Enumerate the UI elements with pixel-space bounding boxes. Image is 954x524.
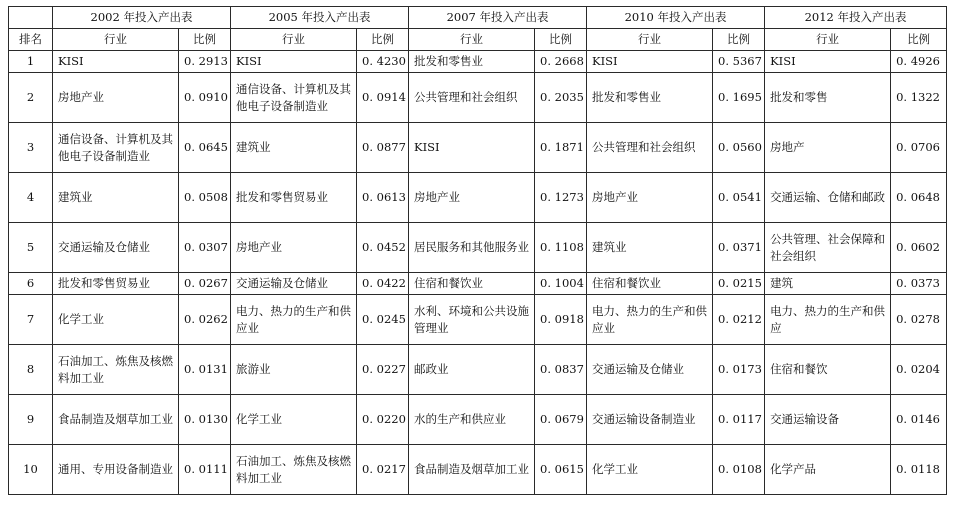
industry-cell: 交通运输及仓储业 bbox=[53, 223, 179, 273]
ratio-cell: 0. 1695 bbox=[713, 73, 765, 123]
ratio-cell: 0. 1108 bbox=[535, 223, 587, 273]
ratio-cell: 0. 0131 bbox=[179, 345, 231, 395]
year-header: 2005 年投入产出表 bbox=[231, 7, 409, 29]
industry-cell: 建筑业 bbox=[231, 123, 357, 173]
ratio-cell: 0. 0452 bbox=[357, 223, 409, 273]
industry-cell: 水利、环境和公共设施管理业 bbox=[409, 295, 535, 345]
ratio-header: 比例 bbox=[179, 29, 231, 51]
year-header: 2007 年投入产出表 bbox=[409, 7, 587, 29]
ratio-cell: 0. 1322 bbox=[891, 73, 947, 123]
ratio-cell: 0. 0615 bbox=[535, 445, 587, 495]
ratio-cell: 0. 2913 bbox=[179, 51, 231, 73]
industry-header: 行业 bbox=[409, 29, 535, 51]
industry-cell: 化学工业 bbox=[53, 295, 179, 345]
ratio-cell: 0. 0560 bbox=[713, 123, 765, 173]
ratio-cell: 0. 0371 bbox=[713, 223, 765, 273]
ratio-cell: 0. 0877 bbox=[357, 123, 409, 173]
ratio-cell: 0. 0118 bbox=[891, 445, 947, 495]
industry-cell: 房地产业 bbox=[409, 173, 535, 223]
ratio-cell: 0. 0212 bbox=[713, 295, 765, 345]
rank-cell: 3 bbox=[9, 123, 53, 173]
input-output-ranking-table bbox=[8, 6, 947, 495]
ratio-header: 比例 bbox=[535, 29, 587, 51]
industry-cell: 通信设备、计算机及其他电子设备制造业 bbox=[53, 123, 179, 173]
industry-cell: 房地产业 bbox=[231, 223, 357, 273]
industry-cell: 公共管理和社会组织 bbox=[409, 73, 535, 123]
table-container bbox=[8, 6, 947, 495]
ratio-cell: 0. 0227 bbox=[357, 345, 409, 395]
ratio-cell: 0. 0837 bbox=[535, 345, 587, 395]
rank-cell: 4 bbox=[9, 173, 53, 223]
industry-cell: 食品制造及烟草加工业 bbox=[53, 395, 179, 445]
industry-cell: 公共管理和社会组织 bbox=[587, 123, 713, 173]
rank-cell: 5 bbox=[9, 223, 53, 273]
year-header: 2002 年投入产出表 bbox=[53, 7, 231, 29]
industry-cell: 居民服务和其他服务业 bbox=[409, 223, 535, 273]
table-row bbox=[9, 73, 947, 123]
industry-cell: 化学工业 bbox=[231, 395, 357, 445]
ratio-cell: 0. 0245 bbox=[357, 295, 409, 345]
industry-header: 行业 bbox=[53, 29, 179, 51]
table-row bbox=[9, 51, 947, 73]
ratio-cell: 0. 0111 bbox=[179, 445, 231, 495]
ratio-cell: 0. 0541 bbox=[713, 173, 765, 223]
ratio-cell: 0. 0215 bbox=[713, 273, 765, 295]
industry-header: 行业 bbox=[587, 29, 713, 51]
industry-cell: 房地产业 bbox=[587, 173, 713, 223]
industry-cell: 房地产业 bbox=[53, 73, 179, 123]
industry-cell: 建筑业 bbox=[587, 223, 713, 273]
ratio-cell: 0. 0918 bbox=[535, 295, 587, 345]
industry-header: 行业 bbox=[231, 29, 357, 51]
ratio-cell: 0. 0373 bbox=[891, 273, 947, 295]
ratio-header: 比例 bbox=[357, 29, 409, 51]
ratio-cell: 0. 2035 bbox=[535, 73, 587, 123]
industry-cell: 批发和零售业 bbox=[409, 51, 535, 73]
industry-cell: 批发和零售业 bbox=[587, 73, 713, 123]
ratio-cell: 0. 5367 bbox=[713, 51, 765, 73]
ratio-cell: 0. 0130 bbox=[179, 395, 231, 445]
ratio-cell: 0. 0914 bbox=[357, 73, 409, 123]
industry-header: 行业 bbox=[765, 29, 891, 51]
rank-cell: 8 bbox=[9, 345, 53, 395]
ratio-cell: 0. 0648 bbox=[891, 173, 947, 223]
column-header-row bbox=[9, 29, 947, 51]
industry-cell: 电力、热力的生产和供应业 bbox=[231, 295, 357, 345]
year-header: 2012 年投入产出表 bbox=[765, 7, 947, 29]
ratio-cell: 0. 0602 bbox=[891, 223, 947, 273]
industry-cell: KISI bbox=[53, 51, 179, 73]
year-header-row bbox=[9, 7, 947, 29]
ratio-cell: 0. 0706 bbox=[891, 123, 947, 173]
ratio-cell: 0. 0146 bbox=[891, 395, 947, 445]
ratio-cell: 0. 1871 bbox=[535, 123, 587, 173]
rank-cell: 1 bbox=[9, 51, 53, 73]
table-row bbox=[9, 295, 947, 345]
industry-cell: 通信设备、计算机及其他电子设备制造业 bbox=[231, 73, 357, 123]
ratio-cell: 0. 0422 bbox=[357, 273, 409, 295]
industry-cell: 批发和零售 bbox=[765, 73, 891, 123]
rank-cell: 6 bbox=[9, 273, 53, 295]
ratio-cell: 0. 0910 bbox=[179, 73, 231, 123]
ratio-cell: 0. 0117 bbox=[713, 395, 765, 445]
ratio-cell: 0. 0220 bbox=[357, 395, 409, 445]
ratio-cell: 0. 0679 bbox=[535, 395, 587, 445]
industry-cell: 交通运输、仓储和邮政 bbox=[765, 173, 891, 223]
ratio-cell: 0. 1004 bbox=[535, 273, 587, 295]
industry-cell: 住宿和餐饮业 bbox=[587, 273, 713, 295]
year-header: 2010 年投入产出表 bbox=[587, 7, 765, 29]
industry-cell: 交通运输及仓储业 bbox=[231, 273, 357, 295]
industry-cell: 建筑业 bbox=[53, 173, 179, 223]
rank-cell: 9 bbox=[9, 395, 53, 445]
industry-cell: 化学工业 bbox=[587, 445, 713, 495]
table-row bbox=[9, 173, 947, 223]
industry-cell: 通用、专用设备制造业 bbox=[53, 445, 179, 495]
industry-cell: 交通运输设备制造业 bbox=[587, 395, 713, 445]
industry-cell: 批发和零售贸易业 bbox=[231, 173, 357, 223]
industry-cell: 石油加工、炼焦及核燃料加工业 bbox=[231, 445, 357, 495]
industry-cell: 公共管理、社会保障和社会组织 bbox=[765, 223, 891, 273]
industry-cell: KISI bbox=[409, 123, 535, 173]
industry-cell: KISI bbox=[231, 51, 357, 73]
ratio-cell: 0. 1273 bbox=[535, 173, 587, 223]
industry-cell: 住宿和餐饮 bbox=[765, 345, 891, 395]
industry-cell: 建筑 bbox=[765, 273, 891, 295]
industry-cell: 邮政业 bbox=[409, 345, 535, 395]
table-row bbox=[9, 395, 947, 445]
ratio-cell: 0. 0217 bbox=[357, 445, 409, 495]
ratio-cell: 0. 0267 bbox=[179, 273, 231, 295]
ratio-cell: 0. 0645 bbox=[179, 123, 231, 173]
ratio-cell: 0. 0262 bbox=[179, 295, 231, 345]
industry-cell: 食品制造及烟草加工业 bbox=[409, 445, 535, 495]
rank-cell: 7 bbox=[9, 295, 53, 345]
industry-cell: KISI bbox=[587, 51, 713, 73]
rank-header: 排名 bbox=[9, 29, 53, 51]
industry-cell: 旅游业 bbox=[231, 345, 357, 395]
industry-cell: 住宿和餐饮业 bbox=[409, 273, 535, 295]
ratio-header: 比例 bbox=[713, 29, 765, 51]
industry-cell: 交通运输及仓储业 bbox=[587, 345, 713, 395]
table-row bbox=[9, 223, 947, 273]
industry-cell: 批发和零售贸易业 bbox=[53, 273, 179, 295]
ratio-cell: 0. 0613 bbox=[357, 173, 409, 223]
corner-cell bbox=[9, 7, 53, 29]
table-row bbox=[9, 445, 947, 495]
industry-cell: 电力、热力的生产和供应业 bbox=[587, 295, 713, 345]
industry-cell: KISI bbox=[765, 51, 891, 73]
ratio-cell: 0. 0173 bbox=[713, 345, 765, 395]
ratio-cell: 0. 0204 bbox=[891, 345, 947, 395]
industry-cell: 房地产 bbox=[765, 123, 891, 173]
ratio-cell: 0. 2668 bbox=[535, 51, 587, 73]
rank-cell: 10 bbox=[9, 445, 53, 495]
rank-cell: 2 bbox=[9, 73, 53, 123]
ratio-cell: 0. 0508 bbox=[179, 173, 231, 223]
ratio-cell: 0. 0307 bbox=[179, 223, 231, 273]
table-row bbox=[9, 123, 947, 173]
ratio-cell: 0. 4926 bbox=[891, 51, 947, 73]
industry-cell: 石油加工、炼焦及核燃料加工业 bbox=[53, 345, 179, 395]
ratio-cell: 0. 0278 bbox=[891, 295, 947, 345]
ratio-cell: 0. 4230 bbox=[357, 51, 409, 73]
ratio-cell: 0. 0108 bbox=[713, 445, 765, 495]
industry-cell: 电力、热力的生产和供应 bbox=[765, 295, 891, 345]
ratio-header: 比例 bbox=[891, 29, 947, 51]
table-row bbox=[9, 345, 947, 395]
industry-cell: 交通运输设备 bbox=[765, 395, 891, 445]
industry-cell: 水的生产和供应业 bbox=[409, 395, 535, 445]
table-row bbox=[9, 273, 947, 295]
industry-cell: 化学产品 bbox=[765, 445, 891, 495]
